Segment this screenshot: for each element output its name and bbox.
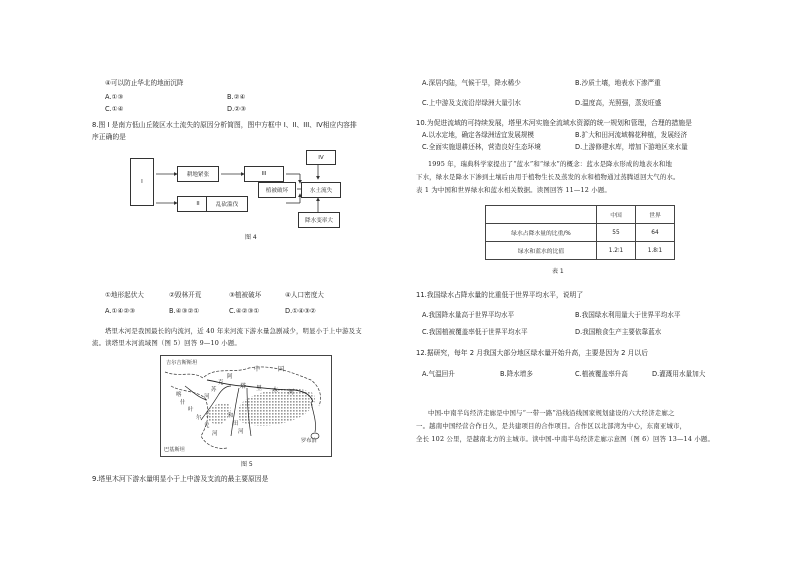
map-label-ye: 叶 (188, 407, 194, 413)
q12-option-a: A.气温回升 (422, 370, 455, 378)
q9-option-d: D.温度高，光照强，蒸发旺盛 (575, 99, 662, 107)
map-label-a: 阿 (227, 374, 233, 380)
q8-answer-c: C.④②③① (229, 307, 260, 315)
box-deforestation: 乱砍滥伐 (206, 196, 248, 212)
q7-answer-d: D.②③ (227, 105, 246, 113)
q10-option-c: C.全面实施退耕还林，营造良好生态环境 (422, 143, 541, 151)
figure-4-caption: 图 4 (245, 234, 257, 241)
q8-item-1: ①地形起伏大 (105, 291, 144, 299)
q12-option-b: B.降水增多 (500, 370, 533, 378)
map-label-li: 里 (256, 385, 263, 392)
passage-water-line1: 1995 年，瑞典科学家提出了“蓝水”和“绿水”的概念：蓝水是降水形成的地表水和地 (428, 160, 673, 168)
q8-answer-a: A.①④②③ (105, 307, 136, 315)
q7-answer-a: A.①③ (105, 93, 124, 101)
water-data-table (485, 205, 675, 260)
map-label-kyrgyzstan: 吉尔吉斯斯坦 (166, 360, 198, 366)
q8-stem-line2: 序正确的是 (92, 133, 126, 141)
q7-option-4: ④可以防止华北的地面沉降 (105, 79, 184, 87)
passage-tarim-line1: 塔里木河是我国最长的内流河，近 40 年来河流下游水量急剧减少，明显小于上中游及支 (105, 327, 362, 335)
q12-option-c: C.植被覆盖率升高 (575, 370, 628, 378)
table-header-blank (486, 206, 597, 224)
table-cell: 1.8∶1 (636, 242, 675, 260)
map-label-qiang: 羌 (204, 423, 210, 429)
map-label-er: 尔 (196, 415, 202, 421)
q12-stem: 12.据研究，每年 2 月我国大部分地区绿水量开始升高，主要是因为 2 月以后 (416, 349, 649, 357)
passage-tarim-line2: 流。读塔里木河流域图（图 5）回答 9—10 小题。 (92, 339, 241, 347)
table-header-china: 中国 (597, 206, 636, 224)
diagram-arrows (130, 146, 380, 236)
box-vegetation-damage: 植被破坏 (258, 182, 296, 198)
q9-option-b: B.沙质土壤，地表水下渗严重 (575, 79, 661, 87)
q9-stem: 9.塔里木河下游水量明显小于上中游及支流的最主要原因是 (92, 475, 269, 483)
map-label-ta: 塔 (240, 383, 247, 390)
passage-corridor-line3: 全长 102 公里，是越南北方的主城市。读中国-中南半岛经济走廊示意图（图 6）回答 13—14 小题。 (416, 435, 715, 443)
map-label-hetian-2: 田 (233, 421, 239, 427)
q8-stem-line1: 8.图 I 是南方低山丘陵区水土流失的原因分析简图，图中方框中 I、II、III、IV相应内容排 (92, 121, 357, 129)
table-cell: 64 (636, 224, 675, 242)
map-label-he-2: 河 (288, 389, 295, 396)
box-rainfall-variability: 降水变率大 (298, 212, 340, 228)
table-header-world: 世界 (636, 206, 675, 224)
map-label-lop-nur: 罗布泊 (301, 438, 317, 444)
table-row (486, 242, 675, 260)
q7-answer-b: B.②④ (227, 93, 246, 101)
figure-5-caption: 图 5 (241, 461, 253, 468)
q8-answer-d: D.①④③② (285, 307, 316, 315)
q7-answer-c: C.①④ (105, 105, 124, 113)
q10-option-d: D.上游修建水库，增加下游地区来水量 (575, 143, 688, 151)
q10-option-b: B.扩大和田河流域棉花种植，发展经济 (575, 131, 688, 139)
map-label-su: 苏 (211, 387, 217, 393)
q11-option-a: A.我国降水量高于世界平均水平 (422, 311, 515, 319)
passage-corridor-line2: 一。越南中国经营合作日久，是共建项目的合作项目。合作区以北部湾为中心，东南亚城市， (416, 422, 687, 430)
table-cell: 1.2∶1 (597, 242, 636, 260)
map-label-pakistan: 巴基斯坦 (164, 447, 185, 453)
map-label-china-2: 国 (278, 366, 285, 373)
table-header-row (486, 206, 675, 224)
box-farmland-shortage: 耕地紧张 (177, 166, 219, 182)
box-soil-erosion: 水土流失 (301, 182, 341, 198)
passage-water-line3: 表 1 为中国和世界绿水和蓝水相关数据。读图回答 11—12 小题。 (416, 186, 612, 194)
map-label-kashi-1: 喀 (176, 392, 182, 398)
table-row (486, 224, 675, 242)
passage-water-line2: 下水，绿水是降水下渗到土壤后由用于植物生长及蒸发的水和植物通过蒸腾返回大气的水。 (416, 173, 680, 181)
map-label-ke: 克 (218, 380, 224, 386)
table-1-caption: 表 1 (552, 268, 564, 275)
q11-stem: 11.我国绿水占降水量的比重低于世界平均水平，说明了 (416, 291, 584, 299)
box-II: II (177, 196, 219, 212)
box-III: III (244, 166, 284, 182)
q8-item-3: ③植被破坏 (229, 291, 262, 299)
q11-option-d: D.我国粮食生产主要依靠蓝水 (575, 328, 662, 336)
q12-option-d: D.灌溉用水量加大 (652, 370, 706, 378)
q11-option-b: B.我国绿水利用量大于世界平均水平 (575, 311, 681, 319)
box-I: I (130, 158, 154, 206)
table-cell: 绿水和蓝水的比值 (486, 242, 597, 260)
map-label-china-1: 中 (254, 366, 261, 373)
map-label-hetian-3: 河 (238, 429, 244, 435)
q9-option-a: A.深居内陆，气候干旱，降水稀少 (422, 79, 521, 87)
map-label-hetian-1: 和 (228, 413, 234, 419)
table-cell: 55 (597, 224, 636, 242)
box-IV: IV (306, 150, 336, 165)
q9-option-c: C.上中游及支流沿岸绿洲大量引水 (422, 99, 522, 107)
q8-item-4: ④人口密度大 (285, 291, 324, 299)
map-label-he: 河 (204, 394, 210, 400)
map-label-mu: 木 (272, 387, 279, 394)
table-cell: 绿水占降水量的比重/% (486, 224, 597, 242)
q8-item-2: ②毁林开荒 (169, 291, 202, 299)
q10-option-a: A.以水定地，确定各绿洲适宜发展规模 (422, 131, 534, 139)
map-label-he-3: 河 (212, 431, 218, 437)
q8-answer-b: B.④③②① (169, 307, 200, 315)
q10-stem: 10.为促进流域的可持续发展，塔里木河实施全流域水资源的统一规划和管理，合理的措施是 (416, 119, 692, 127)
map-label-kashi-2: 什 (180, 400, 186, 406)
q11-option-c: C.我国植被覆盖率低于世界平均水平 (422, 328, 528, 336)
passage-corridor-line1: 中国-中南半岛经济走廊是中国与“一带一路”沿线沿线国家规划建设的六大经济走廊之 (428, 409, 675, 417)
